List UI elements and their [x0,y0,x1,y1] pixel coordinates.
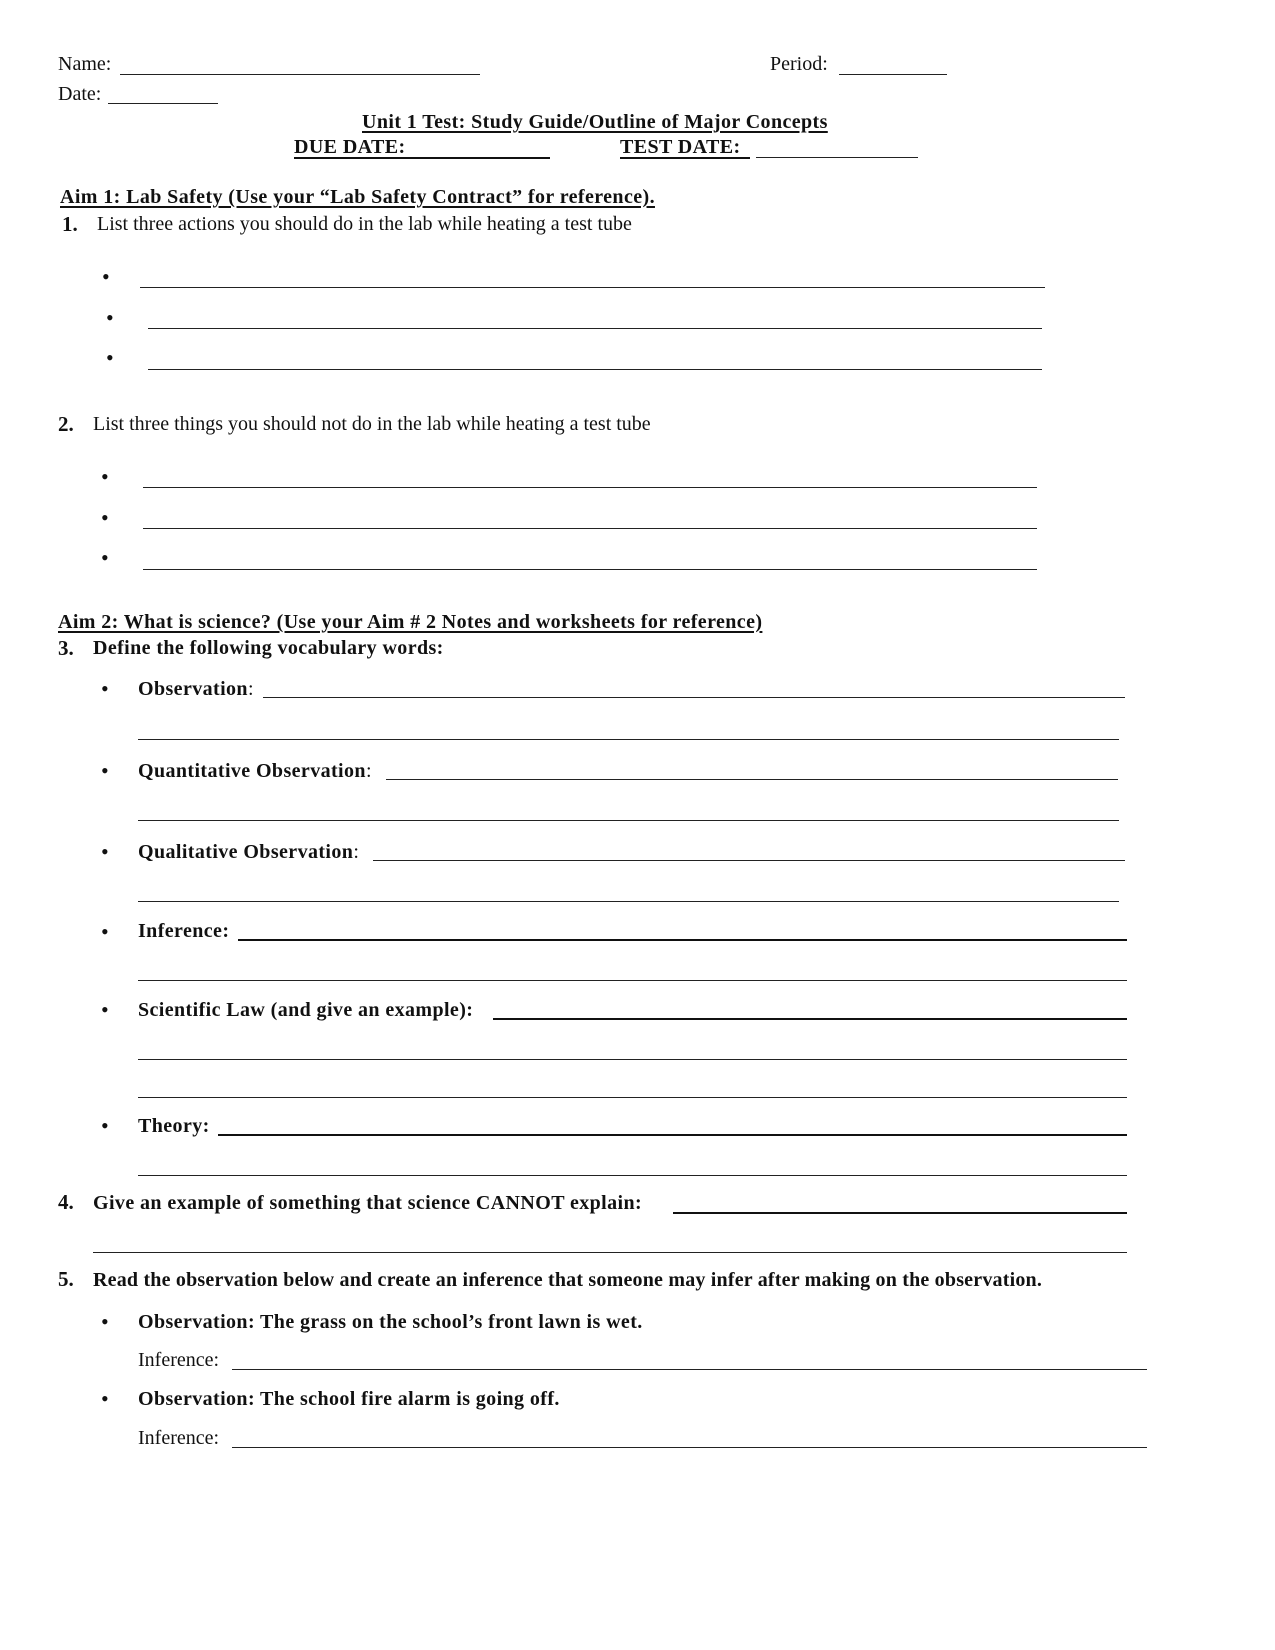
period-label: Period: [770,53,828,75]
theory-line-2[interactable] [138,1175,1127,1176]
due-date-blank[interactable] [294,157,550,159]
term-bullet-qualitative: • [101,839,109,864]
term-quantitative-observation: Quantitative Observation: [138,760,372,782]
quantitative-line-1[interactable] [386,779,1118,780]
name-blank[interactable] [120,74,480,75]
qualitative-line-2[interactable] [138,901,1119,902]
term-qualitative-observation: Qualitative Observation: [138,841,359,863]
term-inference: Inference: [138,920,230,942]
aim1-heading: Aim 1: Lab Safety (Use your “Lab Safety Contract” for reference). [60,186,655,208]
term-theory: Theory: [138,1115,210,1137]
term-bullet-theory: • [101,1113,109,1138]
term-bullet-scientific-law: • [101,997,109,1022]
q5-inference-line-1[interactable] [232,1369,1147,1370]
q2-text: List three things you should not do in the lab while heating a test tube [93,413,651,435]
term-scientific-law: Scientific Law (and give an example): [138,999,474,1021]
q1-bullet-3: • [106,345,114,370]
q1-answer-line-2[interactable] [148,328,1042,329]
q2-answer-line-2[interactable] [143,528,1037,529]
q2-bullet-1: • [101,464,109,489]
inference-line-1[interactable] [238,939,1127,941]
term-bullet-observation: • [101,676,109,701]
q1-bullet-1: • [102,264,110,289]
q2-number: 2. [58,412,74,436]
date-label: Date: [58,83,102,105]
term-observation: Observation: [138,678,254,700]
observation-line-1[interactable] [263,697,1125,698]
q3-text: Define the following vocabulary words: [93,637,444,659]
term-bullet-inference: • [101,919,109,944]
q5-inference-label-2: Inference: [138,1427,220,1449]
q5-bullet-1: • [101,1309,109,1334]
observation-line-2[interactable] [138,739,1119,740]
q2-bullet-2: • [101,505,109,530]
due-date-label: DUE DATE: [294,136,406,158]
qualitative-line-1[interactable] [373,860,1125,861]
q4-text: Give an example of something that science CANNOT explain: [93,1192,643,1214]
q5-observation-2: Observation: The school fire alarm is going off. [138,1388,560,1410]
scientific-law-line-2[interactable] [138,1059,1127,1060]
inference-line-2[interactable] [138,980,1127,981]
q1-number: 1. [62,212,78,236]
test-date-underline [620,157,750,159]
q1-answer-line-1[interactable] [140,287,1045,288]
q5-bullet-2: • [101,1386,109,1411]
scientific-law-line-3[interactable] [138,1097,1127,1098]
q4-answer-line-2[interactable] [93,1252,1127,1253]
test-date-blank[interactable] [756,157,918,158]
q4-number: 4. [58,1190,74,1214]
date-blank[interactable] [108,103,218,104]
name-label: Name: [58,53,112,75]
q2-answer-line-3[interactable] [143,569,1037,570]
q1-text: List three actions you should do in the lab while heating a test tube [97,213,632,235]
period-blank[interactable] [839,74,947,75]
q5-inference-line-2[interactable] [232,1447,1147,1448]
scientific-law-line-1[interactable] [493,1018,1127,1020]
q1-answer-line-3[interactable] [148,369,1042,370]
page-title: Unit 1 Test: Study Guide/Outline of Major Concepts [362,111,828,133]
q5-number: 5. [58,1267,74,1291]
q5-observation-1: Observation: The grass on the school’s front lawn is wet. [138,1311,643,1333]
q5-inference-label-1: Inference: [138,1349,220,1371]
theory-line-1[interactable] [218,1134,1127,1136]
aim2-heading: Aim 2: What is science? (Use your Aim # 2 Notes and worksheets for reference) [58,611,763,633]
test-date-label: TEST DATE: [620,136,741,158]
q2-bullet-3: • [101,545,109,570]
q1-bullet-2: • [106,305,114,330]
q4-answer-line-1[interactable] [673,1212,1127,1214]
q2-answer-line-1[interactable] [143,487,1037,488]
q5-text: Read the observation below and create an inference that someone may infer after making on the observation. [93,1269,1043,1291]
q3-number: 3. [58,636,74,660]
quantitative-line-2[interactable] [138,820,1119,821]
term-bullet-quantitative: • [101,758,109,783]
